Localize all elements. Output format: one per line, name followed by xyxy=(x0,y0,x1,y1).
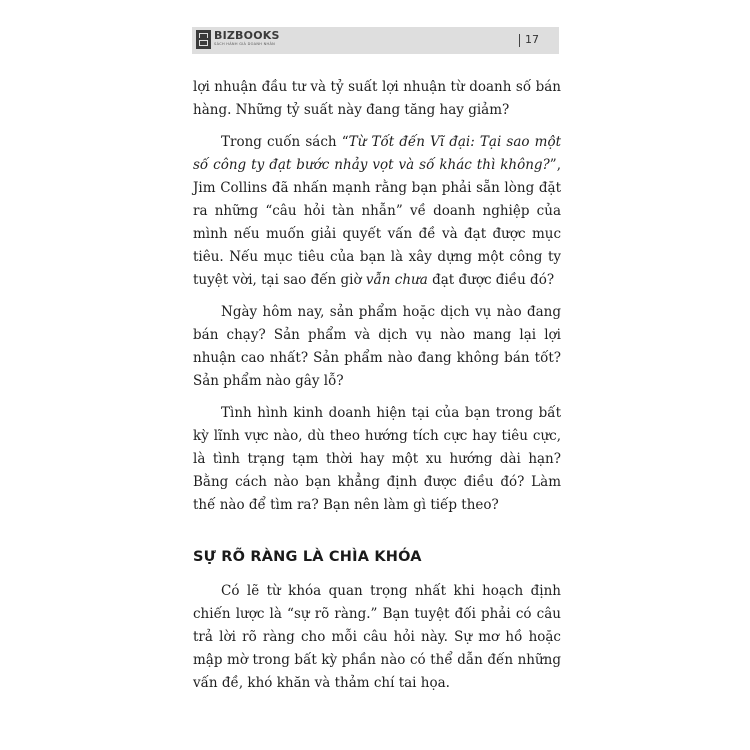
page-number: 17 xyxy=(525,33,539,46)
paragraph-4: Tình hình kinh doanh hiện tại của bạn trong bất kỳ lĩnh vực nào, dù theo hướng tích cực hay tiêu cực, là tình trạng tạm thời hay một xu hướng dài hạn? Bằng cách nào bạn khẳng định được điều đó? Làm thế nào để tìm ra? Bạn nên làm gì tiếp theo? xyxy=(193,405,561,513)
paragraph-1: lợi nhuận đầu tư và tỷ suất lợi nhuận từ doanh số bán hàng. Những tỷ suất này đang tăng hay giảm? xyxy=(193,79,561,118)
page-number-divider xyxy=(519,34,520,47)
page-body xyxy=(193,76,561,704)
logo-name: BIZBOOKS xyxy=(214,29,280,42)
page-header xyxy=(192,27,559,54)
paragraph-5: Có lẽ từ khóa quan trọng nhất khi hoạch định chiến lược là “sự rõ ràng.” Bạn tuyệt đối phải có câu trả lời rõ ràng cho mỗi câu hỏi này. Sự mơ hồ hoặc mập mờ trong bất kỳ phần nào có thể dẫn đến những vấn đề, khó khăn và thảm chí tai họa. xyxy=(193,583,561,691)
book-title: Từ Tốt đến Vĩ đại: Tại sao một số công ty đạt bước nhảy vọt và số khác thì không? xyxy=(193,134,561,173)
paragraph-2: Trong cuốn sách “Từ Tốt đến Vĩ đại: Tại sao một số công ty đạt bước nhảy vọt và số khác thì không?”, Jim Collins đã nhấn mạnh rằng bạn phải sẵn lòng đặt ra những “câu hỏi tàn nhẫn” về doanh nghiệp của mình nếu muốn giải quyết vấn đề và đạt được mục tiêu. Nếu mục tiêu của bạn là xây dựng một công ty tuyệt vời, tại sao đến giờ vẫn chưa đạt được điều đó? xyxy=(193,134,561,288)
paragraph-3: Ngày hôm nay, sản phẩm hoặc dịch vụ nào đang bán chạy? Sản phẩm và dịch vụ nào mang lại lợi nhuận cao nhất? Sản phẩm nào đang không bán tốt? Sản phẩm nào gây lỗ? xyxy=(193,304,561,389)
emphasis-text: vẫn chưa xyxy=(365,272,428,288)
section-heading: SỰ RÕ RÀNG LÀ CHÌA KHÓA xyxy=(193,549,422,565)
book-logo-icon xyxy=(196,30,211,49)
publisher-logo xyxy=(196,30,280,51)
logo-tagline: SÁCH HÀNH GIÁ DOANH NHÂN xyxy=(214,42,276,46)
